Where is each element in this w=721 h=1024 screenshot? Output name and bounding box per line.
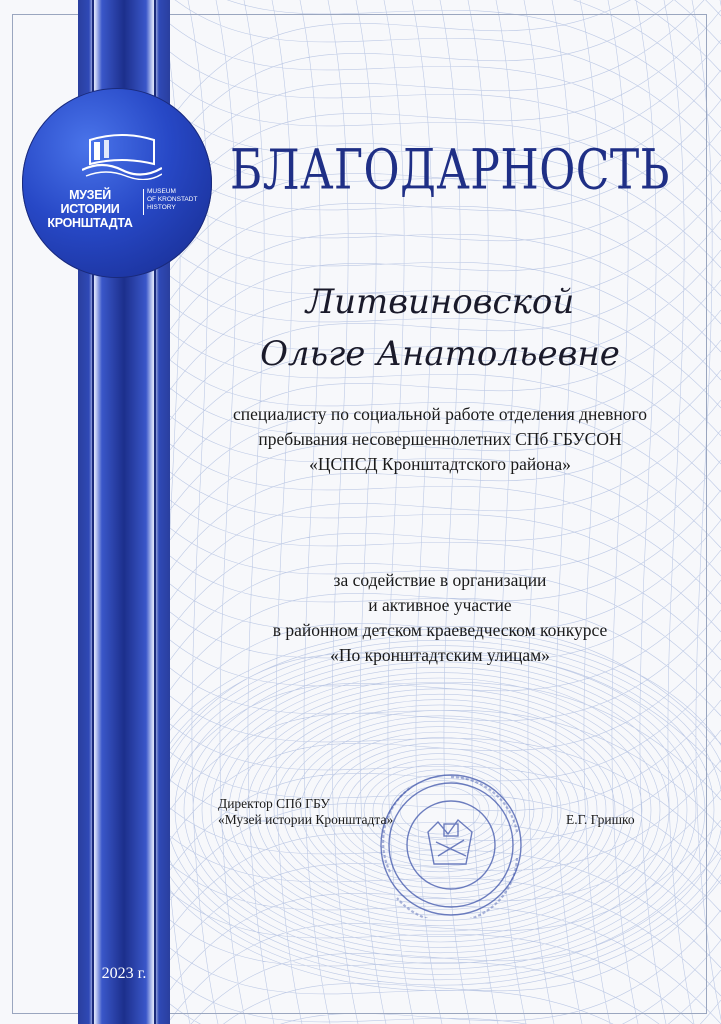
logo-subtitle [147, 188, 207, 213]
reason-line: за содействие в организации [333, 570, 547, 590]
issue-year: 2023 г. [101, 965, 147, 982]
museum-logo [22, 88, 212, 278]
logo-subtitle-line: OF KRONSTADT [147, 196, 198, 204]
fortress-emblem-icon [82, 130, 162, 180]
signatory-role-line: Директор СПб ГБУ [218, 796, 330, 811]
logo-subtitle-line: HISTORY [147, 204, 176, 212]
position-line: специалисту по социальной работе отделения дневного [232, 404, 648, 424]
logo-title [40, 188, 140, 230]
position-line: «ЦСПСД Кронштадтского района» [309, 454, 571, 474]
signatory-name: Е.Г. Гришко [566, 812, 635, 827]
official-seal-stamp [378, 772, 524, 918]
logo-title-line: КРОНШТАДТА [47, 216, 133, 230]
reason-line: «По кронштадтским улицам» [330, 645, 550, 665]
award-reason [190, 568, 690, 668]
reason-line: в районном детском краеведческом конкурсе [272, 620, 608, 640]
signatory-role-line: «Музей истории Кронштадта» [218, 812, 394, 827]
logo-subtitle-line: MUSEUM [147, 188, 176, 195]
reason-line: и активное участие [368, 595, 512, 615]
recipient-given-name: Ольге Анатольевне [260, 334, 620, 374]
certificate-title: БЛАГОДАРНОСТЬ [230, 138, 670, 203]
logo-divider [143, 189, 144, 215]
position-line: пребывания несовершеннолетних СПб ГБУСОН [258, 429, 622, 449]
signatory-role [218, 796, 438, 828]
recipient-surname: Литвиновской [305, 282, 575, 322]
logo-title-line: МУЗЕЙ ИСТОРИИ [60, 188, 120, 216]
recipient-position [190, 402, 690, 477]
